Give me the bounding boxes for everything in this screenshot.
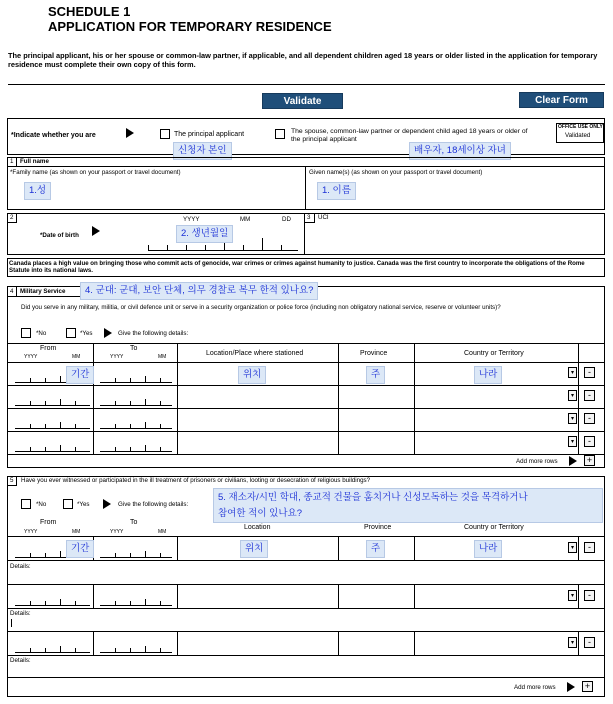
note-ill-treatment: 5. 재소자/시민 학대, 종교적 건물을 훔치거나 신성모독하는 것을 목격하거나 참여한 적이 있나요?: [213, 488, 603, 523]
family-name-input[interactable]: [10, 178, 302, 206]
military-question: Did you serve in any military, militia, or civil defence unit or serve in a security organization or police force (including non obligatory national service, reserve or volunteer units)?: [21, 304, 501, 311]
remove-row-button[interactable]: -: [584, 436, 595, 447]
remove-row-button[interactable]: -: [584, 390, 595, 401]
spouse-label: The spouse, common-law partner or dependent child aged 18 years or older of the principal applicant: [291, 128, 528, 143]
remove-row-button[interactable]: -: [584, 413, 595, 424]
province-header: Province: [360, 350, 388, 357]
arrow-right-icon: [567, 682, 575, 692]
details-label: Details:: [10, 563, 31, 570]
schedule-label: SCHEDULE 1: [48, 4, 131, 19]
note-principal: 신청자 본인: [173, 142, 232, 160]
add-row-button[interactable]: +: [582, 681, 593, 692]
country-dropdown[interactable]: ▾: [568, 390, 577, 401]
country-dropdown[interactable]: ▾: [568, 590, 577, 601]
note-province: 주: [366, 366, 385, 384]
country-dropdown[interactable]: ▾: [568, 637, 577, 648]
details-label: Details:: [10, 610, 31, 617]
ill-treatment-question: Have you ever witnessed or participated in the ill treatment of prisoners or civilians, looting or desecration of religious buildings?: [21, 477, 371, 484]
remove-row-button[interactable]: -: [584, 590, 595, 601]
military-no-checkbox[interactable]: [21, 328, 31, 338]
family-name-label: *Family name (as shown on your passport or travel document): [10, 169, 181, 176]
indicate-label: *Indicate whether you are: [11, 132, 96, 139]
ill-treatment-no-checkbox[interactable]: [21, 499, 31, 509]
office-use-title: OFFICE USE ONLY: [558, 124, 603, 130]
note-period: 기간: [66, 366, 94, 384]
country-dropdown[interactable]: ▾: [568, 542, 577, 553]
country-header: Country or Territory: [464, 350, 524, 357]
uci-input[interactable]: [318, 224, 598, 250]
location-header: Location: [244, 524, 271, 531]
military-section: [7, 286, 605, 468]
province-header: Province: [364, 524, 392, 531]
details-input[interactable]: [10, 665, 600, 677]
note-country: 나라: [474, 540, 502, 558]
note-dob: 2. 생년월일: [176, 225, 233, 243]
military-title: Military Service: [20, 288, 66, 295]
country-dropdown[interactable]: ▾: [568, 367, 577, 378]
arrow-right-icon: [92, 226, 100, 236]
arrow-right-icon: [569, 456, 577, 466]
clear-form-button[interactable]: Clear Form: [519, 92, 604, 108]
principal-applicant-label: The principal applicant: [174, 131, 245, 138]
details-input[interactable]: [10, 618, 600, 630]
ill-treatment-yes-checkbox[interactable]: [63, 499, 73, 509]
principal-applicant-checkbox[interactable]: [160, 129, 170, 139]
note-family: 1.성: [24, 182, 51, 200]
note-country: 나라: [474, 366, 502, 384]
spouse-checkbox[interactable]: [275, 129, 285, 139]
note-spouse: 배우자, 18세이상 자녀: [409, 142, 511, 160]
uci-label: UCI: [318, 214, 329, 221]
remove-row-button[interactable]: -: [584, 542, 595, 553]
dob-label: *Date of birth: [40, 232, 79, 239]
location-header: Location/Place where stationed: [206, 350, 304, 357]
military-yes-checkbox[interactable]: [66, 328, 76, 338]
arrow-right-icon: [103, 499, 111, 509]
remove-row-button[interactable]: -: [584, 367, 595, 378]
add-more-rows-label: Add more rows: [516, 458, 558, 465]
arrow-right-icon: [126, 128, 134, 138]
full-name-title: Full name: [20, 158, 49, 165]
note-military: 4. 군대: 군대, 보안 단체, 의무 경찰로 복무 한적 있나요?: [80, 282, 318, 300]
intro-text: The principal applicant, his or her spouse or common-law partner, if applicable, and all dependent children aged 18 years or older listed in the application for temporary residence must complete their own copy of this form.: [8, 51, 598, 69]
rome-statute-statement: Canada places a high value on bringing those who commit acts of genocide, war crimes or crimes against humanity to justice. Canada was the first country to incorporate the obligations of the Rome Statute into its national laws.: [9, 260, 585, 274]
office-use-value: Validated: [565, 132, 591, 139]
remove-row-button[interactable]: -: [584, 637, 595, 648]
validate-button[interactable]: Validate: [262, 93, 343, 109]
arrow-right-icon: [104, 328, 112, 338]
add-row-button[interactable]: +: [584, 455, 595, 466]
note-location: 위치: [238, 366, 266, 384]
given-name-label: Given name(s) (as shown on your passport or travel document): [309, 169, 483, 176]
country-dropdown[interactable]: ▾: [568, 413, 577, 424]
form-title: APPLICATION FOR TEMPORARY RESIDENCE: [48, 19, 332, 34]
details-input[interactable]: [10, 571, 600, 583]
note-province: 주: [366, 540, 385, 558]
country-dropdown[interactable]: ▾: [568, 436, 577, 447]
note-given: 1. 이름: [317, 182, 356, 200]
add-more-rows-label: Add more rows: [514, 684, 556, 691]
note-location: 위치: [240, 540, 268, 558]
details-label: Details:: [10, 657, 31, 664]
country-header: Country or Territory: [464, 524, 524, 531]
note-period: 기간: [66, 540, 94, 558]
